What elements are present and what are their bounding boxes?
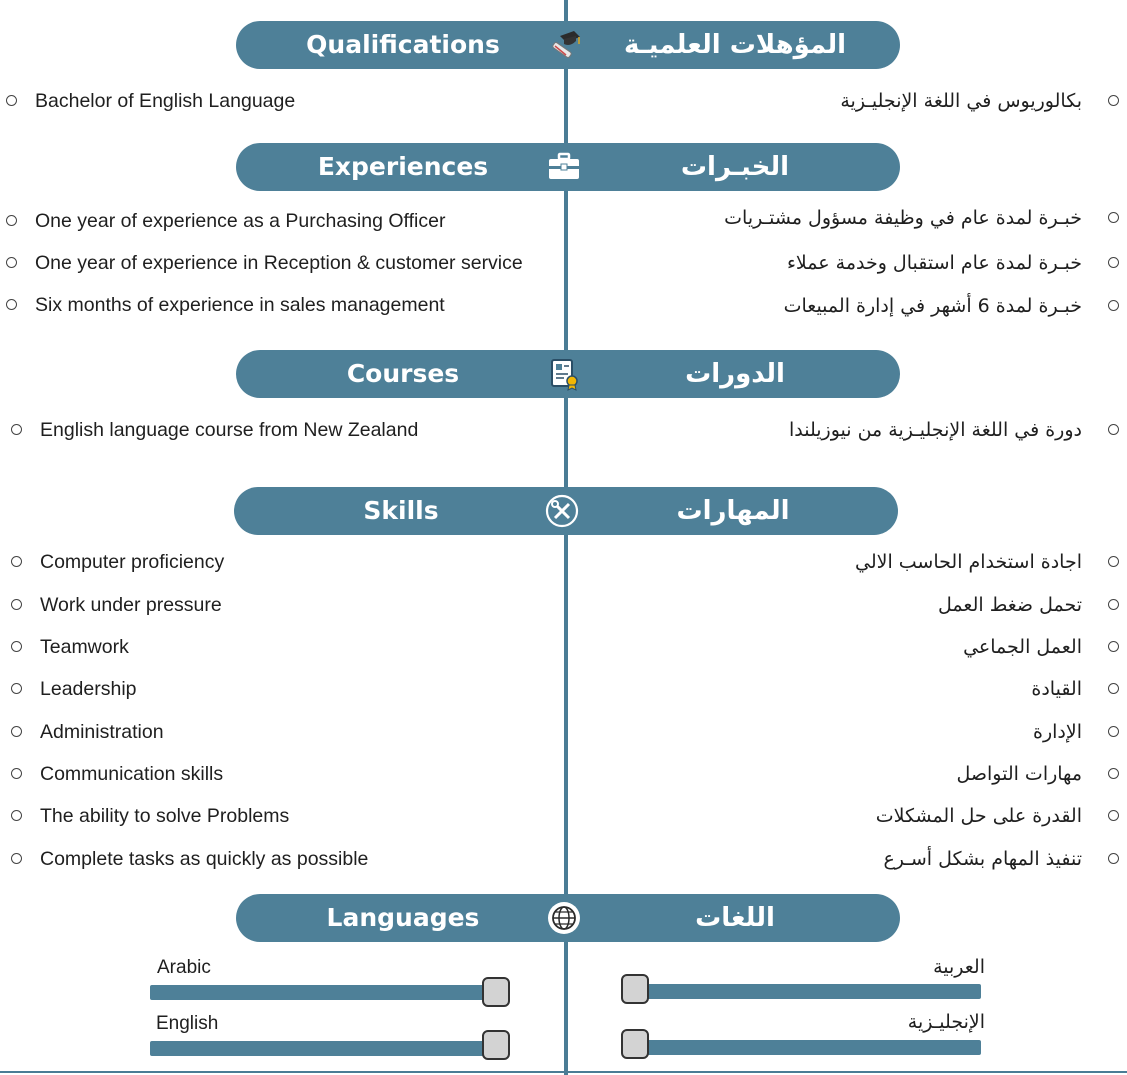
bullet-icon <box>6 299 17 310</box>
bullet-icon <box>1108 424 1119 435</box>
bullet-icon <box>1108 300 1119 311</box>
section-header-languages <box>236 894 900 942</box>
language-level-bar <box>626 984 981 999</box>
bullet-icon <box>11 556 22 567</box>
language-level-slider-handle[interactable] <box>482 1030 510 1060</box>
list-item: خبـرة لمدة عام في وظيفة مسؤول مشتـريات <box>724 203 1119 233</box>
list-item: Communication skills <box>11 759 223 789</box>
language-name: الإنجليـزية <box>907 1011 985 1033</box>
briefcase-icon <box>546 149 582 185</box>
section-title-en: Languages <box>326 903 480 932</box>
bullet-icon <box>1108 683 1119 694</box>
language-level-bar <box>626 1040 981 1055</box>
bullet-icon <box>1108 853 1119 864</box>
language-name: English <box>156 1013 219 1034</box>
bullet-icon <box>11 599 22 610</box>
section-header-skills <box>234 487 898 535</box>
section-header-experiences <box>236 143 900 191</box>
list-item: Teamwork <box>11 632 129 662</box>
list-item: تنفيذ المهام بشكل أسـرع <box>883 844 1119 874</box>
list-item: The ability to solve Problems <box>11 801 289 831</box>
list-item: Complete tasks as quickly as possible <box>11 844 368 874</box>
bullet-icon <box>1108 257 1119 268</box>
section-title-en: Skills <box>363 496 439 525</box>
bullet-icon <box>1108 599 1119 610</box>
section-title-ar: اللغات <box>695 903 775 933</box>
list-item: تحمل ضغط العمل <box>938 590 1119 620</box>
list-item: مهارات التواصل <box>956 759 1119 789</box>
bullet-icon <box>1108 726 1119 737</box>
list-item: Computer proficiency <box>11 547 224 577</box>
bullet-icon <box>11 683 22 694</box>
bullet-icon <box>11 641 22 652</box>
list-item: القيادة <box>1031 674 1119 704</box>
list-item: One year of experience as a Purchasing Officer <box>6 206 445 236</box>
list-item: Six months of experience in sales management <box>6 290 445 320</box>
bullet-icon <box>11 768 22 779</box>
bullet-icon <box>6 257 17 268</box>
list-item: القدرة على حل المشكلات <box>876 801 1119 831</box>
list-item: Bachelor of English Language <box>6 86 295 116</box>
list-item: اجادة استخدام الحاسب الالي <box>855 547 1119 577</box>
bullet-icon <box>1108 810 1119 821</box>
section-title-ar: الخبـرات <box>680 152 790 182</box>
certificate-icon <box>546 356 582 392</box>
section-title-en: Courses <box>346 359 460 388</box>
language-name: العربية <box>933 956 985 978</box>
section-header-courses <box>236 350 900 398</box>
bullet-icon <box>1108 95 1119 106</box>
list-item: One year of experience in Reception & customer service <box>6 248 523 278</box>
section-title-en: Qualifications <box>306 30 500 59</box>
bullet-icon <box>11 424 22 435</box>
section-title-ar: المؤهلات العلميـة <box>623 30 846 60</box>
list-item: Leadership <box>11 674 137 704</box>
tools-icon <box>544 493 580 529</box>
bullet-icon <box>11 853 22 864</box>
bullet-icon <box>1108 768 1119 779</box>
list-item: بكالوريوس في اللغة الإنجليـزية <box>840 86 1119 116</box>
section-title-ar: الدورات <box>685 359 785 389</box>
list-item: العمل الجماعي <box>963 632 1119 662</box>
language-level-slider-handle[interactable] <box>621 1029 649 1059</box>
section-title-ar: المهارات <box>676 496 790 526</box>
list-item: English language course from New Zealand <box>11 415 418 445</box>
bullet-icon <box>11 810 22 821</box>
section-title-en: Experiences <box>317 152 489 181</box>
graduation-cap-icon <box>546 27 582 63</box>
language-level-bar <box>150 985 497 1000</box>
list-item: Work under pressure <box>11 590 222 620</box>
list-item: Administration <box>11 717 164 747</box>
list-item: الإدارة <box>1033 717 1119 747</box>
list-item: خبـرة لمدة 6 أشهر في إدارة المبيعات <box>784 291 1119 321</box>
bullet-icon <box>1108 641 1119 652</box>
bullet-icon <box>6 95 17 106</box>
bullet-icon <box>6 215 17 226</box>
language-level-slider-handle[interactable] <box>621 974 649 1004</box>
section-header-qualifications <box>236 21 900 69</box>
language-level-slider-handle[interactable] <box>482 977 510 1007</box>
bullet-icon <box>1108 212 1119 223</box>
globe-icon <box>546 900 582 936</box>
language-level-bar <box>150 1041 497 1056</box>
language-name: Arabic <box>157 957 211 978</box>
bullet-icon <box>11 726 22 737</box>
bullet-icon <box>1108 556 1119 567</box>
list-item: خبـرة لمدة عام استقبال وخدمة عملاء <box>787 248 1119 278</box>
list-item: دورة في اللغة الإنجليـزية من نيوزيلندا <box>789 415 1119 445</box>
bottom-divider <box>0 1071 1127 1073</box>
